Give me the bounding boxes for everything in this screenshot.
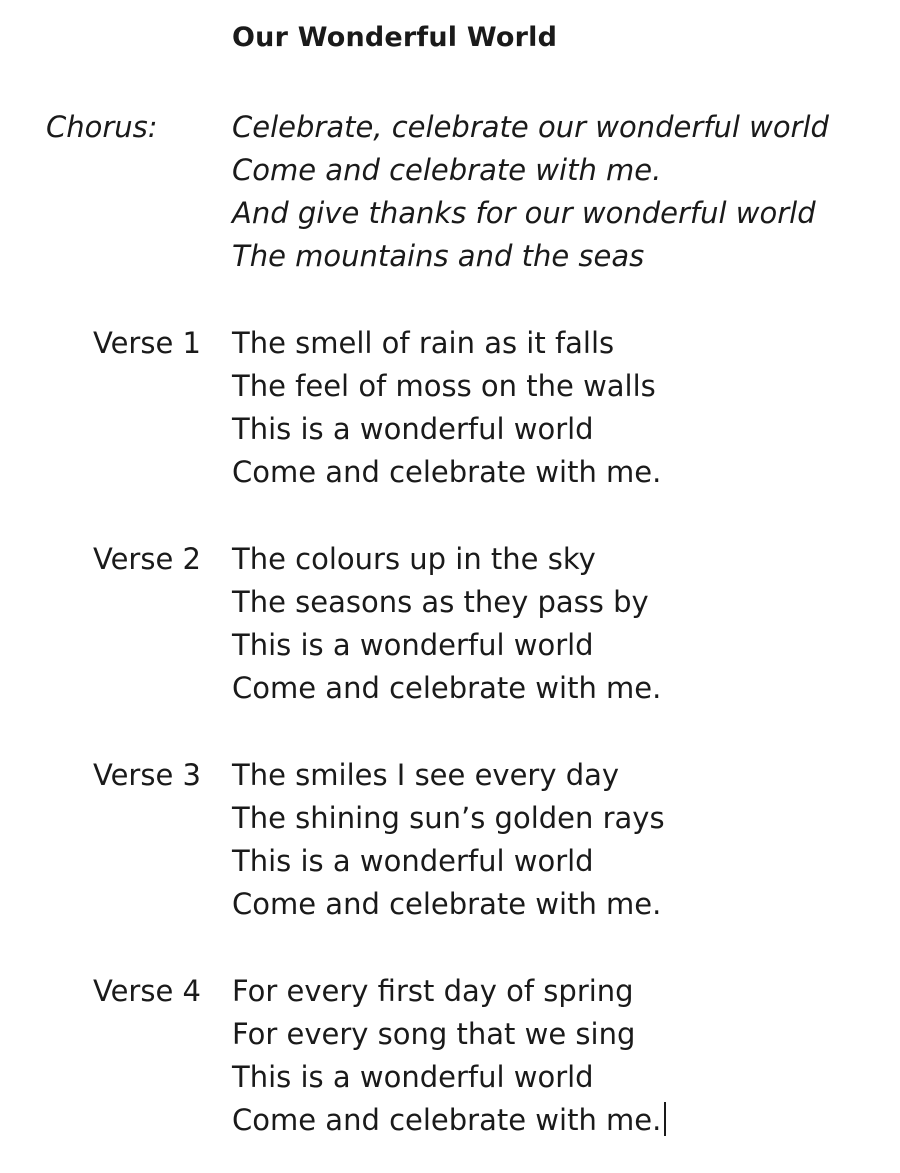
chorus-line: Come and celebrate with me. (232, 153, 662, 187)
chorus-line: Celebrate, celebrate our wonderful world (232, 110, 829, 144)
verse-2-label: Verse 2 (93, 542, 201, 576)
verse-3-lines (232, 754, 665, 926)
verse-line: The smell of rain as it falls (232, 326, 615, 360)
verse-4-label: Verse 4 (93, 974, 201, 1008)
verse-line-text: Come and celebrate with me. (232, 1103, 662, 1137)
song-title: Our Wonderful World (232, 22, 558, 53)
verse-1-lines (232, 322, 661, 494)
chorus-label: Chorus: (46, 110, 158, 144)
text-cursor (664, 1102, 666, 1136)
verse-line: This is a wonderful world (232, 1060, 594, 1094)
chorus-line: The mountains and the seas (232, 239, 645, 273)
verse-line-last[interactable] (232, 1099, 666, 1142)
verse-line: The feel of moss on the walls (232, 369, 656, 403)
verse-line: The colours up in the sky (232, 542, 596, 576)
verse-line: This is a wonderful world (232, 628, 594, 662)
verse-line: Come and celebrate with me. (232, 671, 662, 705)
verse-line: The smiles I see every day (232, 758, 620, 792)
verse-line: Come and celebrate with me. (232, 455, 662, 489)
verse-3-label: Verse 3 (93, 758, 201, 792)
verse-line: This is a wonderful world (232, 412, 594, 446)
verse-line: For every first day of spring (232, 974, 634, 1008)
chorus-line: And give thanks for our wonderful world (232, 196, 816, 230)
verse-line: For every song that we sing (232, 1017, 636, 1051)
verse-line: Come and celebrate with me. (232, 887, 662, 921)
chorus-lines (232, 106, 829, 278)
verse-4-lines (232, 970, 666, 1142)
verse-line: The shining sun’s golden rays (232, 801, 665, 835)
verse-line: The seasons as they pass by (232, 585, 649, 619)
verse-2-lines (232, 538, 661, 710)
verse-1-label: Verse 1 (93, 326, 201, 360)
verse-line: This is a wonderful world (232, 844, 594, 878)
